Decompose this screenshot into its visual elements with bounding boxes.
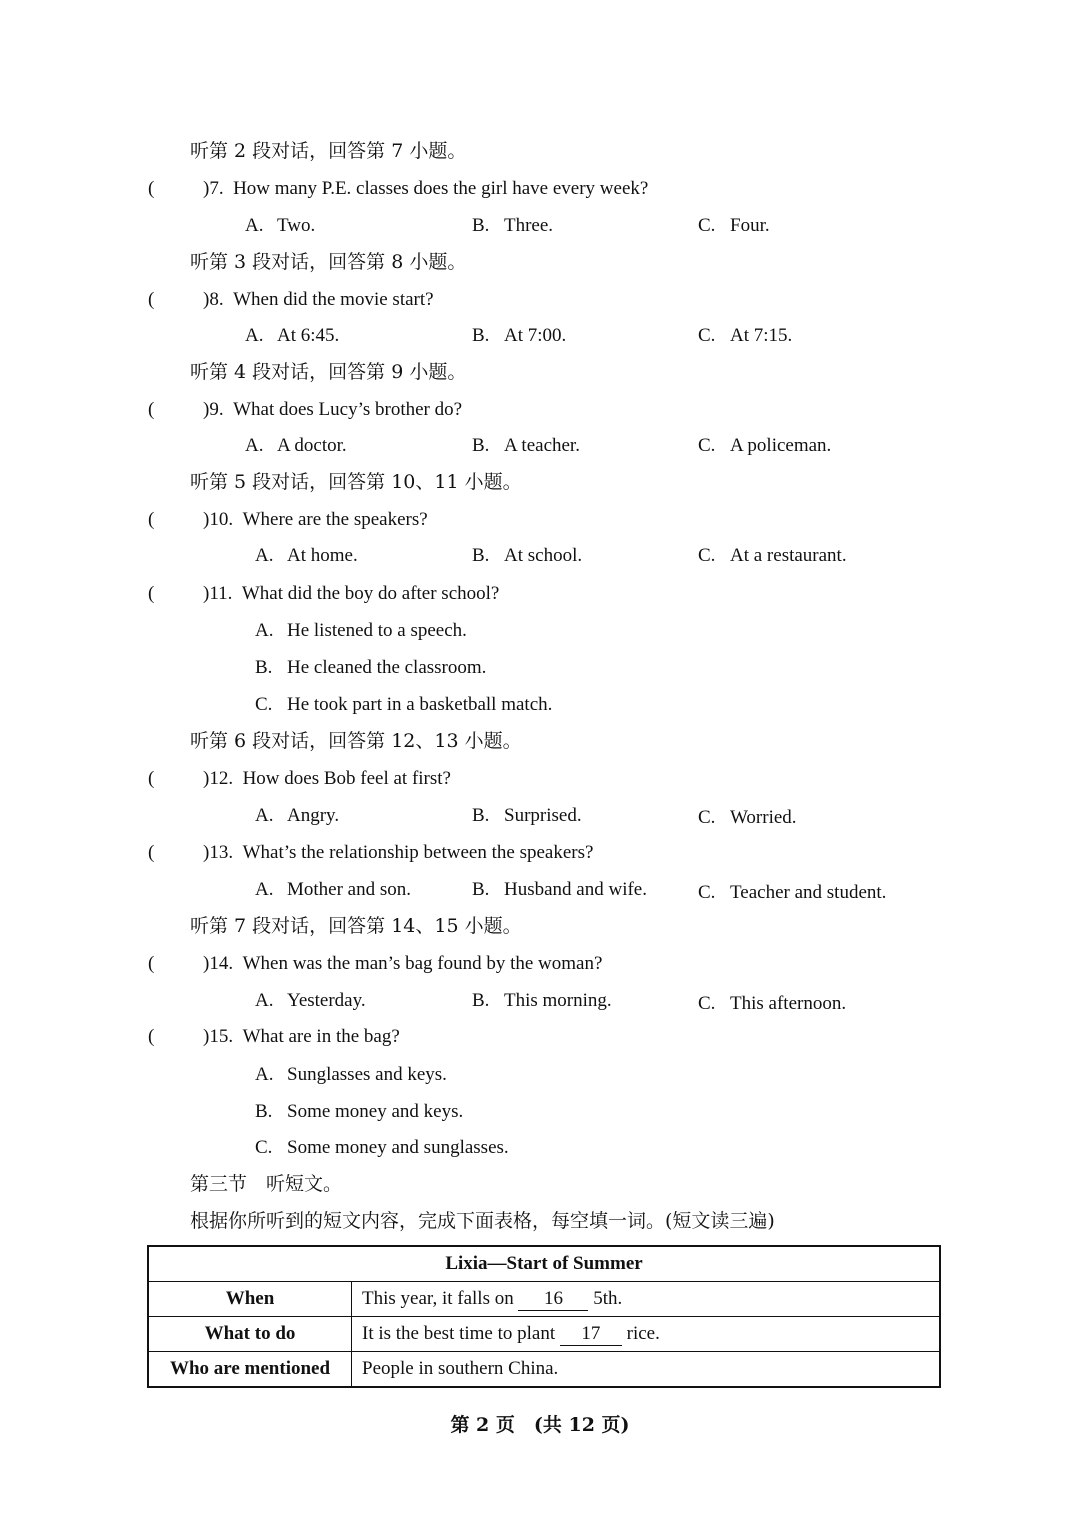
- option-12a: A. Angry.: [255, 805, 340, 826]
- option-14a: A. Yesterday.: [255, 990, 366, 1011]
- option-9b: B. A teacher.: [472, 435, 580, 456]
- question-number: )14.: [203, 953, 234, 974]
- option-9c: C. A policeman.: [698, 435, 832, 456]
- option-14c: C. This afternoon.: [698, 993, 847, 1014]
- question-number: )15.: [203, 1026, 234, 1047]
- option-7c: C. Four.: [698, 215, 770, 236]
- question-8: [203, 287, 434, 313]
- answer-paren: (: [148, 842, 155, 863]
- section-heading-5: 听第 5 段对话，回答第 10、11 小题。: [190, 471, 522, 493]
- option-10c: C. At a restaurant.: [698, 545, 847, 566]
- question-number: )8.: [203, 289, 224, 310]
- question-number: )11.: [203, 583, 233, 604]
- question-text: Where are the speakers?: [242, 509, 428, 530]
- question-number: )12.: [203, 768, 234, 789]
- row-label: Who are mentioned: [148, 1352, 352, 1388]
- question-number: )10.: [203, 509, 234, 530]
- option-15b: B. Some money and keys.: [255, 1101, 464, 1122]
- answer-paren: (: [148, 953, 155, 974]
- option-10a: A. At home.: [255, 545, 358, 566]
- question-text: How many P.E. classes does the girl have every week?: [233, 178, 649, 199]
- question-text: When was the man’s bag found by the woman?: [242, 953, 603, 974]
- row-content: It is the best time to plant 17 rice.: [352, 1317, 941, 1352]
- table-row: [148, 1282, 940, 1317]
- table-title: Lixia—Start of Summer: [148, 1246, 940, 1282]
- option-8b: B. At 7:00.: [472, 325, 567, 346]
- question-text: How does Bob feel at first?: [242, 768, 451, 789]
- option-8c: C. At 7:15.: [698, 325, 793, 346]
- answer-paren: (: [148, 509, 155, 530]
- option-12b: B. Surprised.: [472, 805, 582, 826]
- option-10b: B. At school.: [472, 545, 583, 566]
- section-heading-4: 听第 4 段对话，回答第 9 小题。: [190, 361, 467, 383]
- option-7a: A. Two.: [245, 215, 316, 236]
- option-15a: A. Sunglasses and keys.: [255, 1064, 447, 1085]
- row-content: This year, it falls on 16 5th.: [352, 1282, 941, 1317]
- question-13: [203, 840, 593, 866]
- option-14b: B. This morning.: [472, 990, 612, 1011]
- question-15: [203, 1024, 400, 1050]
- option-7b: B. Three.: [472, 215, 554, 236]
- section-heading-6: 听第 6 段对话，回答第 12、13 小题。: [190, 730, 522, 752]
- section-heading-7: 听第 7 段对话，回答第 14、15 小题。: [190, 915, 522, 937]
- question-text: What does Lucy’s brother do?: [233, 399, 463, 420]
- question-text: What’s the relationship between the speakers?: [242, 842, 594, 863]
- question-9: [203, 397, 462, 423]
- answer-blank-17[interactable]: 17: [560, 1323, 622, 1346]
- question-number: )9.: [203, 399, 224, 420]
- option-13a: A. Mother and son.: [255, 879, 412, 900]
- option-13c: C. Teacher and student.: [698, 882, 887, 903]
- option-12c: C. Worried.: [698, 807, 797, 828]
- question-10: [203, 507, 428, 533]
- question-number: )7.: [203, 178, 224, 199]
- section-heading-2: 听第 2 段对话，回答第 7 小题。: [190, 140, 467, 162]
- question-11: [203, 581, 499, 607]
- answer-paren: (: [148, 768, 155, 789]
- answer-paren: (: [148, 178, 155, 199]
- question-14: [203, 951, 602, 977]
- option-11b: B. He cleaned the classroom.: [255, 657, 487, 678]
- row-label: What to do: [148, 1317, 352, 1352]
- question-7: [203, 176, 648, 202]
- row-label: When: [148, 1282, 352, 1317]
- part3-heading: 第三节 听短文。: [190, 1173, 343, 1195]
- option-8a: A. At 6:45.: [245, 325, 340, 346]
- page-footer: 第 2 页 (共 12 页): [450, 1414, 630, 1436]
- option-15c: C. Some money and sunglasses.: [255, 1137, 509, 1158]
- table-row: [148, 1352, 940, 1388]
- question-number: )13.: [203, 842, 234, 863]
- answer-paren: (: [148, 289, 155, 310]
- question-text: When did the movie start?: [233, 289, 434, 310]
- part3-instructions: 根据你所听到的短文内容，完成下面表格，每空填一词。(短文读三遍): [190, 1210, 775, 1232]
- answer-paren: (: [148, 1026, 155, 1047]
- question-12: [203, 766, 451, 792]
- answer-blank-16[interactable]: 16: [518, 1288, 588, 1311]
- option-11a: A. He listened to a speech.: [255, 620, 467, 641]
- option-11c: C. He took part in a basketball match.: [255, 694, 553, 715]
- row-content: People in southern China.: [352, 1352, 941, 1388]
- option-13b: B. Husband and wife.: [472, 879, 647, 900]
- section-heading-3: 听第 3 段对话，回答第 8 小题。: [190, 251, 467, 273]
- option-9a: A. A doctor.: [245, 435, 347, 456]
- answer-paren: (: [148, 399, 155, 420]
- summary-table: [147, 1245, 941, 1388]
- answer-paren: (: [148, 583, 155, 604]
- table-row: [148, 1317, 940, 1352]
- question-text: What are in the bag?: [242, 1026, 400, 1047]
- question-text: What did the boy do after school?: [241, 583, 500, 604]
